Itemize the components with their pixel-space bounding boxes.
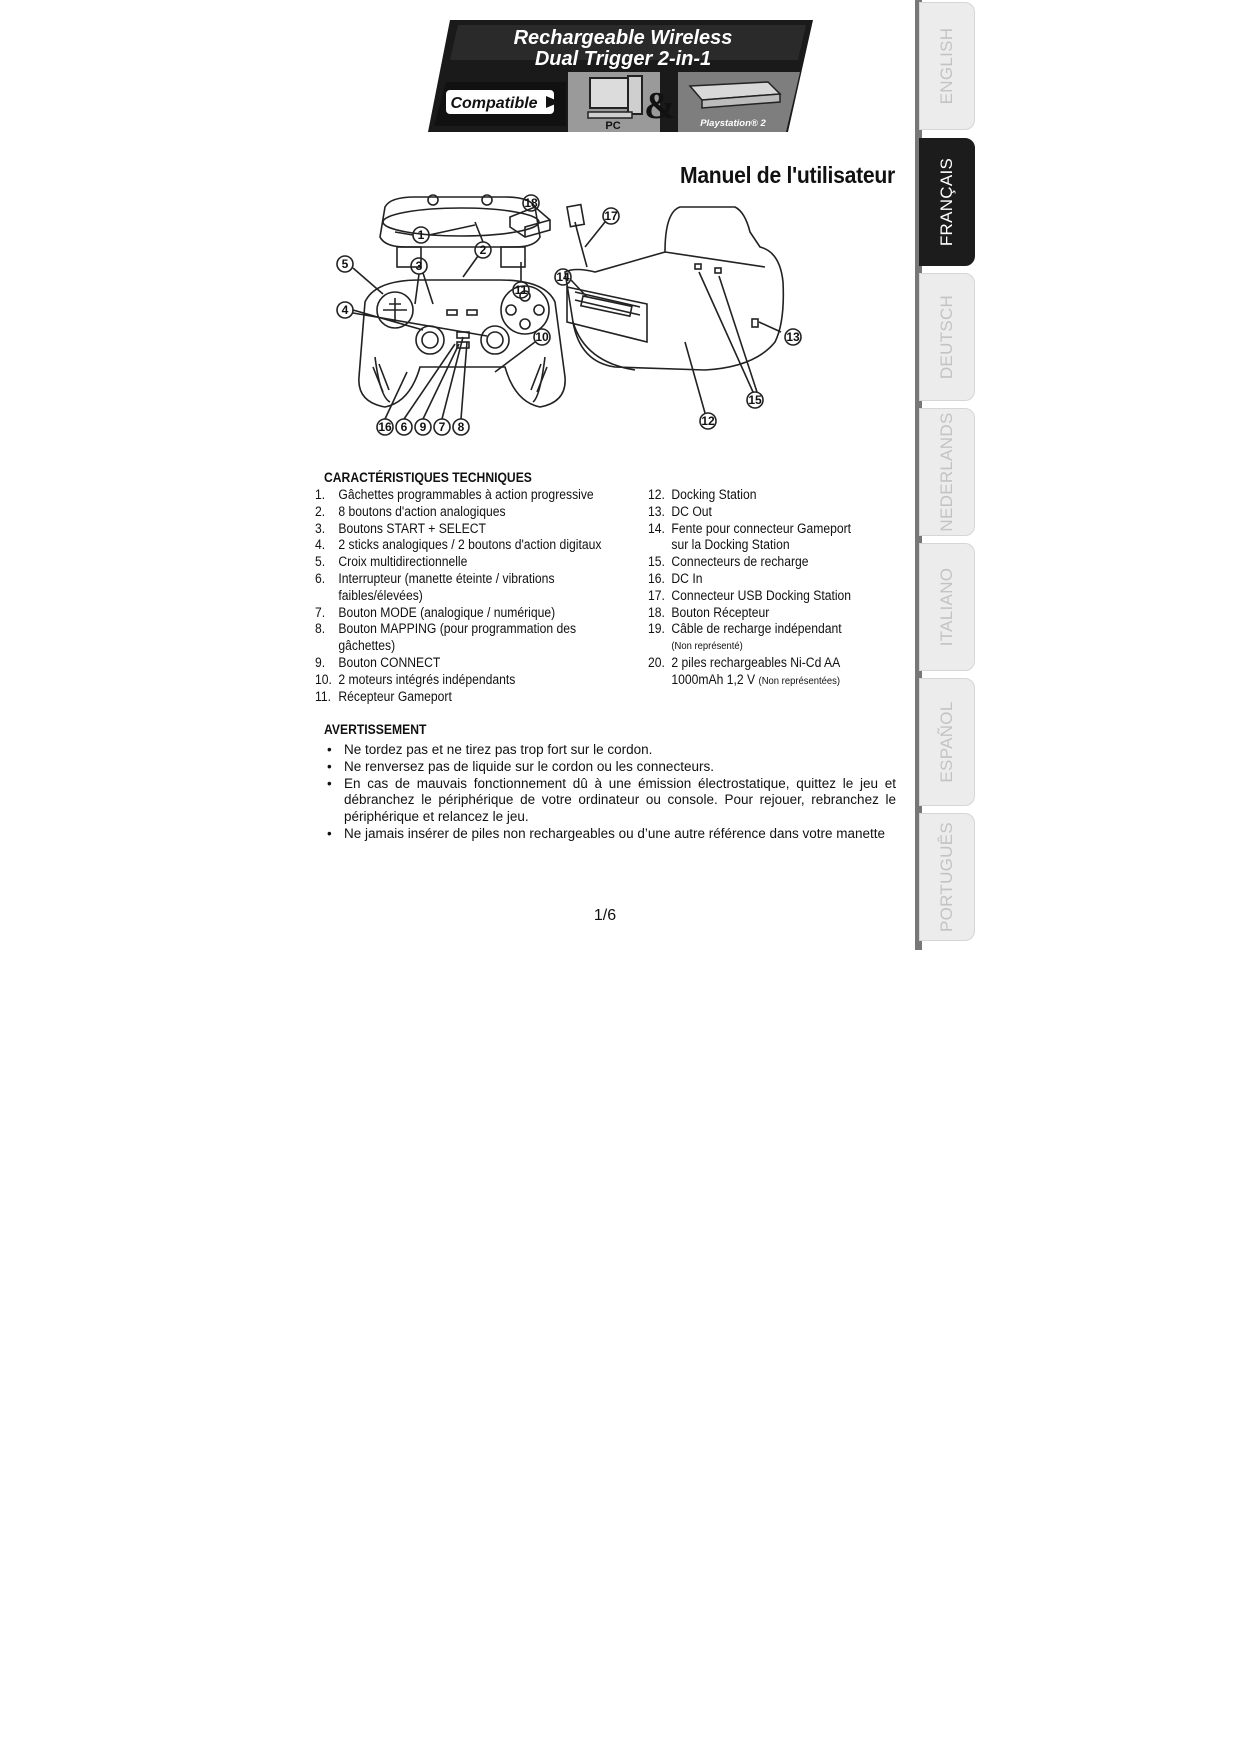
svg-text:18: 18 <box>524 196 538 210</box>
callout-1 <box>395 225 475 243</box>
tab-nederlands[interactable]: NEDERLANDS <box>919 408 975 536</box>
spec-item: 1. Gâchettes programmables à action progressive <box>315 487 594 502</box>
specs-list-right <box>648 487 908 690</box>
specs-list-left <box>315 487 645 705</box>
svg-text:3: 3 <box>415 259 423 273</box>
svg-text:5: 5 <box>341 257 349 271</box>
logo-line2: Dual Trigger 2-in-1 <box>534 48 712 70</box>
page-number: 1/6 <box>593 907 617 924</box>
svg-text:15: 15 <box>748 393 762 407</box>
tab-italiano[interactable]: ITALIANO <box>919 543 975 671</box>
svg-text:12: 12 <box>701 414 715 428</box>
callout-5 <box>337 256 383 294</box>
spec-item: 17. Connecteur USB Docking Station <box>648 587 852 603</box>
svg-text:17: 17 <box>604 209 618 223</box>
spec-item: 12. Docking Station <box>648 487 757 502</box>
warning-item: • Ne jamais insérer de piles non rechargeables ou d’une autre référence dans votre manette <box>327 825 886 841</box>
warning-item: • Ne tordez pas et ne tirez pas trop fort sur le cordon. <box>327 742 653 757</box>
svg-text:2: 2 <box>479 243 487 257</box>
spec-item: 7. Bouton MODE (analogique / numérique) <box>315 604 556 620</box>
tab-deutsch[interactable]: DEUTSCH <box>919 273 975 401</box>
page-title: Manuel de l'utilisateur <box>679 162 895 188</box>
callout-12 <box>685 342 716 429</box>
callout-15 <box>699 272 763 408</box>
tab-portugues[interactable]: PORTUGUÊS <box>919 813 975 941</box>
language-tabs <box>915 0 977 950</box>
spec-item: 2. 8 boutons d'action analogiques <box>315 503 506 519</box>
spec-item: 8. Bouton MAPPING (pour programmation des gâchettes) <box>315 621 577 654</box>
warning-heading: AVERTISSEMENT <box>324 722 427 737</box>
warning-list <box>324 742 896 843</box>
callout-17 <box>585 208 619 247</box>
tab-english[interactable]: ENGLISH <box>919 2 975 130</box>
svg-text:13: 13 <box>786 330 800 344</box>
svg-text:4: 4 <box>341 303 349 317</box>
callout-2 <box>463 222 491 277</box>
spec-item: 13. DC Out <box>648 503 712 519</box>
callout-8 <box>453 342 469 435</box>
svg-text:8: 8 <box>457 420 465 434</box>
diagram-callouts <box>337 195 801 435</box>
product-diagram <box>335 192 880 452</box>
spec-item: 19. Câble de recharge indépendant (Non représenté) <box>648 621 842 653</box>
svg-text:6: 6 <box>400 420 408 434</box>
spec-item: 5. Croix multidirectionnelle <box>315 554 468 570</box>
ampersand-label: & <box>644 85 676 127</box>
tab-espanol[interactable]: ESPAÑOL <box>919 678 975 806</box>
svg-text:9: 9 <box>419 420 427 434</box>
logo-line1: Rechargeable Wireless <box>513 27 733 49</box>
spec-item: 20. 2 piles rechargeables Ni-Cd AA 1000mAh 1,2 V (Non représentées) <box>648 654 841 687</box>
svg-text:10: 10 <box>535 330 549 344</box>
spec-item: 16. DC In <box>648 570 703 586</box>
spec-item: 9. Bouton CONNECT <box>315 654 441 670</box>
spec-item: 10. 2 moteurs intégrés indépendants <box>315 671 516 687</box>
spec-item: 11. Récepteur Gameport <box>315 688 452 704</box>
tab-francais[interactable]: FRANÇAIS <box>919 138 975 266</box>
warning-item: • En cas de mauvais fonctionnement dû à une émission électrostatique, quittez le jeu et débranchez le périphérique de votre ordinateur ou console. Pour rejouer, rebranchez le périphérique et relancez le jeu. <box>327 775 896 825</box>
callout-18 <box>523 195 539 211</box>
svg-text:1: 1 <box>417 228 425 242</box>
compatible-label: Compatible <box>450 95 538 112</box>
spec-item: 3. Boutons START + SELECT <box>315 520 486 536</box>
svg-text:11: 11 <box>514 283 528 297</box>
callout-14 <box>555 269 587 297</box>
warning-item: • Ne renversez pas de liquide sur le cordon ou les connecteurs. <box>327 758 714 774</box>
spec-item: 15. Connecteurs de recharge <box>648 554 809 570</box>
svg-text:16: 16 <box>378 420 392 434</box>
svg-text:7: 7 <box>438 420 446 434</box>
pc-label: PC <box>605 120 621 132</box>
spec-item: 18. Bouton Récepteur <box>648 604 770 620</box>
spec-item: 14. Fente pour connecteur Gameport sur la Docking Station <box>648 520 852 553</box>
docking-station <box>565 205 783 370</box>
specs-heading: CARACTÉRISTIQUES TECHNIQUES <box>324 470 532 485</box>
spec-item: 6. Interrupteur (manette éteinte / vibrations faibles/élevées) <box>315 570 555 603</box>
product-logo <box>428 20 813 132</box>
svg-text:14: 14 <box>556 270 570 284</box>
ps2-label: Playstation® 2 <box>700 118 766 129</box>
spec-item: 4. 2 sticks analogiques / 2 boutons d'action digitaux <box>315 537 602 553</box>
callout-3 <box>411 258 433 304</box>
